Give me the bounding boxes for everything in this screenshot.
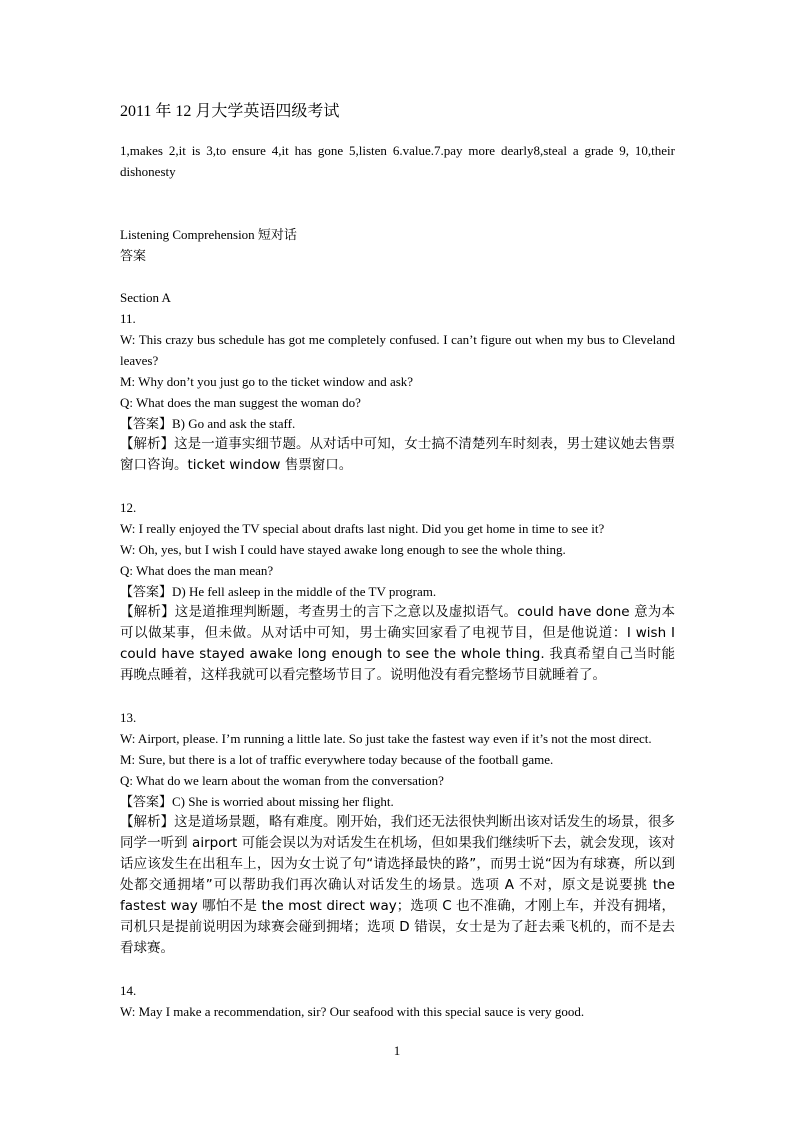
dialogue-woman: W: Airport, please. I’m running a little late. So just take the fastest way even if it’s not the most direct. — [120, 731, 652, 746]
answer-line: 【答案】C) She is worried about missing her flight. — [120, 794, 394, 809]
dialogue-man: M: Sure, but there is a lot of traffic everywhere today because of the football game. — [120, 752, 554, 767]
question-11 — [120, 308, 675, 476]
document-title: 2011 年 12 月大学英语四级考试 — [120, 103, 340, 120]
analysis-text: 【解析】这是道推理判断题，考查男士的言下之意以及虚拟语气。could have done 意为本可以做某事，但未做。从对话中可知，男士确实回家看了电视节目，但是他说道：I wish I could have stayed awake long enough to see the whole thing. 我真希望自己当时能再晚点睡着，这样我就可以看完整场节目了。说明他没有看完整场节目就睡着了。 — [120, 604, 675, 683]
listening-heading: Listening Comprehension 短对话 — [120, 227, 297, 242]
dialogue-woman: W: I really enjoyed the TV special about drafts last night. Did you get home in time to see it? — [120, 521, 605, 536]
answers-subheading: 答案 — [120, 248, 147, 263]
dialogue-man: W: Oh, yes, but I wish I could have stayed awake long enough to see the whole thing. — [120, 542, 566, 557]
question-12 — [120, 497, 675, 686]
question-number: 12. — [120, 500, 137, 515]
question-13 — [120, 707, 675, 959]
question-14 — [120, 980, 675, 1022]
question-number: 13. — [120, 710, 137, 725]
question-text: Q: What do we learn about the woman from the conversation? — [120, 773, 444, 788]
section-label: Section A — [120, 290, 171, 305]
question-number: 14. — [120, 983, 137, 998]
answer-line: 【答案】D) He fell asleep in the middle of the TV program. — [120, 584, 437, 599]
fill-in-answers: 1,makes 2,it is 3,to ensure 4,it has gone 5,listen 6.value.7.pay more dearly8,steal a grade 9, 10,their dishonesty — [120, 143, 675, 179]
answer-line: 【答案】B) Go and ask the staff. — [120, 416, 296, 431]
dialogue-man: M: Why don’t you just go to the ticket window and ask? — [120, 374, 414, 389]
analysis-text: 【解析】这是一道事实细节题。从对话中可知，女士搞不清楚列车时刻表，男士建议她去售票窗口咨询。ticket window 售票窗口。 — [120, 436, 675, 473]
dialogue-woman: W: May I make a recommendation, sir? Our seafood with this special sauce is very good. — [120, 1004, 585, 1019]
dialogue-woman: W: This crazy bus schedule has got me completely confused. I can’t figure out when my bus to Cleveland leaves? — [120, 332, 675, 368]
page-number: 1 — [393, 1043, 401, 1058]
document-body — [120, 140, 675, 1022]
analysis-text: 【解析】这是道场景题，略有难度。刚开始，我们还无法很快判断出该对话发生的场景，很多同学一听到 airport 可能会误以为对话发生在机场，但如果我们继续听下去，就会发现，该对话应该发生在出租车上，因为女士说了句“请选择最快的路”，而男士说“因为有球赛，所以到处都交通拥堵”可以帮助我们再次确认对话发生的场景。选项 A 不对，原文是说要挑 the fastest way 哪怕不是 the most direct way；选项 C 也不准确，才刚上车，并没有拥堵，司机只是提前说明因为球赛会碰到拥堵；选项 D 错误，女士是为了赶去乘飞机的，而不是去看球赛。 — [120, 814, 675, 956]
question-number: 11. — [120, 311, 136, 326]
question-text: Q: What does the man mean? — [120, 563, 274, 578]
question-text: Q: What does the man suggest the woman do? — [120, 395, 361, 410]
